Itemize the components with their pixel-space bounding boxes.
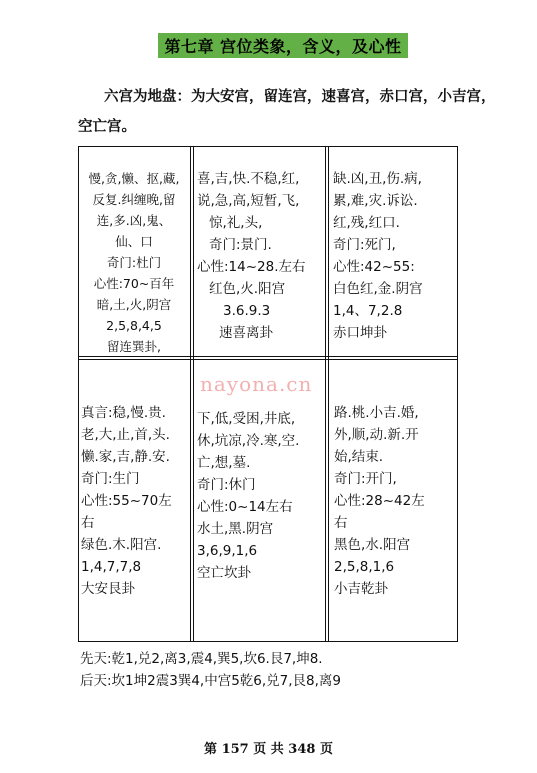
- cell-line: 奇门:生门: [81, 471, 140, 487]
- cell-line: 缺.凶,丑,伤.病,: [333, 171, 422, 187]
- cell-line: 心性:42~55:: [333, 259, 415, 275]
- cell-line: 红色,火.阳宫: [209, 281, 286, 297]
- cell-line: 奇门:死门,: [333, 237, 396, 253]
- cell-line: 喜,吉,快.不稳,红,: [197, 171, 300, 187]
- trigram-numbers: [80, 648, 341, 692]
- cell-line: 慢,贪,懒、抠,藏,: [88, 171, 180, 186]
- table-border-left: [78, 146, 79, 642]
- cell-line: 心性:55~70左: [81, 493, 172, 509]
- watermark: nayona.cn: [200, 372, 313, 396]
- intro-line-2: 空亡宫。: [78, 119, 136, 135]
- cell-line: 绿色.木.阳宫.: [81, 537, 162, 553]
- table-border-right: [457, 146, 458, 642]
- cell-kongwang: [197, 408, 325, 584]
- table-divider-2: [325, 146, 326, 642]
- cell-line: 外,顺,动.新.开: [334, 427, 419, 443]
- cell-line: 仙、口: [115, 234, 153, 249]
- cell-line: 白色红,金.阴宫: [333, 281, 423, 297]
- table-border-bottom: [78, 641, 458, 642]
- chapter-title: 第七章 宫位类象，含义，及心性: [158, 33, 408, 58]
- cell-line: 休,坑凉,冷.寒,空.: [197, 433, 300, 449]
- cell-line: 心性:0~14左右: [197, 499, 293, 515]
- cell-line: 路.桃.小吉.婚,: [334, 405, 419, 421]
- cell-line: 连,多.凶,鬼、: [96, 213, 172, 228]
- table-divider-2b: [328, 146, 329, 642]
- table-border-top: [78, 146, 458, 147]
- xiantian-line: 先天:乾1,兑2,离3,震4,巽5,坎6.艮7,坤8.: [80, 651, 323, 667]
- cell-line: 2,5,8,4,5: [106, 318, 162, 333]
- cell-line: 老,大,止,首,头.: [81, 427, 170, 443]
- cell-line: 奇门:景门.: [209, 237, 272, 253]
- houtian-line: 后天:坎1坤2震3巽4,中宫5乾6,兑7,艮8,离9: [80, 673, 342, 689]
- intro-paragraph: [78, 82, 498, 142]
- table-divider-1b: [193, 146, 194, 642]
- page-number: 第 157 页 共 348 页: [204, 742, 333, 757]
- cell-line: 奇门:杜门: [106, 255, 162, 270]
- cell-line: 右: [334, 515, 348, 531]
- cell-suxi: [197, 168, 325, 344]
- cell-line: 大安艮卦: [81, 581, 135, 597]
- intro-line-1: 六宫为地盘：为大安宫，留连宫，速喜宫，赤口宫，小吉宫，: [104, 89, 496, 105]
- cell-line: 3.6.9.3: [223, 303, 271, 319]
- cell-line: 右: [81, 515, 95, 531]
- cell-line: 下,低,受困,井底,: [197, 411, 296, 427]
- cell-line: 心性:28~42左: [334, 493, 425, 509]
- cell-line: 反复.纠缠晚,留: [92, 192, 176, 207]
- cell-line: 真言:稳,慢.贵.: [81, 405, 166, 421]
- cell-line: 亡,想,墓.: [197, 455, 251, 471]
- cell-line: 红,残,红口.: [333, 215, 400, 231]
- cell-line: 懒.家,吉,静.安.: [81, 449, 170, 465]
- cell-chikou: [333, 168, 457, 344]
- cell-line: 3,6,9,1,6: [197, 543, 258, 559]
- cell-xiaoji: [334, 402, 457, 600]
- cell-line: 奇门:休门: [197, 477, 256, 493]
- cell-line: 1,4,7,7,8: [81, 559, 142, 575]
- cell-liulian: [80, 168, 188, 357]
- cell-line: 留连巽卦,: [107, 339, 161, 354]
- cell-line: 赤口坤卦: [333, 325, 387, 341]
- table-divider-row-b: [78, 359, 458, 360]
- cell-daan: [81, 402, 189, 600]
- cell-line: 暗,土,火,阴宫: [96, 297, 172, 312]
- cell-line: 2,5,8,1,6: [334, 559, 395, 575]
- cell-line: 奇门:开门,: [334, 471, 397, 487]
- cell-line: 空亡坎卦: [197, 565, 251, 581]
- cell-line: 说,急,高,短暂,飞,: [197, 193, 300, 209]
- cell-line: 心性:14~28.左右: [197, 259, 306, 275]
- cell-line: 速喜离卦: [219, 325, 273, 341]
- cell-line: 心性:70~百年: [93, 276, 175, 291]
- cell-line: 惊,礼,头,: [209, 215, 263, 231]
- cell-line: 黑色,水.阳宫: [334, 537, 411, 553]
- table-divider-1: [190, 146, 191, 642]
- cell-line: 水土,黑.阴宫: [197, 521, 274, 537]
- cell-line: 1,4、7,2.8: [333, 303, 403, 319]
- cell-line: 小吉乾卦: [334, 581, 388, 597]
- cell-line: 累,难,灾.诉讼.: [333, 193, 418, 209]
- cell-line: 始,结束.: [334, 449, 384, 465]
